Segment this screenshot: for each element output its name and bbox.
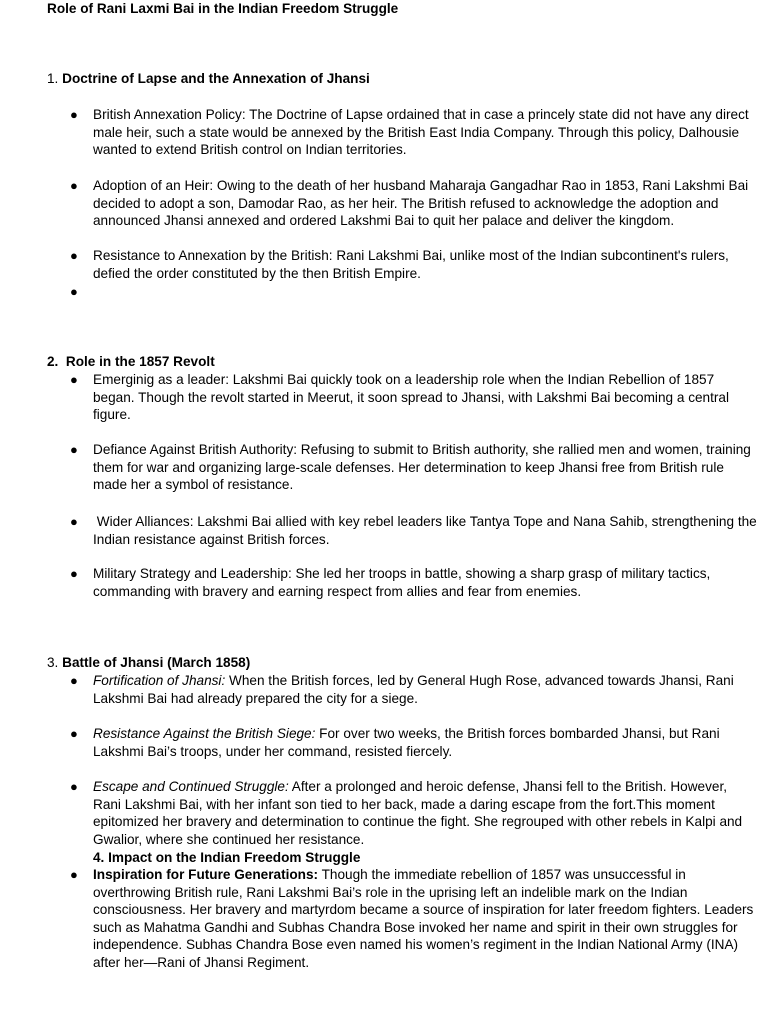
bullet-icon: ● bbox=[70, 779, 78, 794]
section-title: Doctrine of Lapse and the Annexation of Jhansi bbox=[62, 71, 370, 86]
section-number: 3. bbox=[47, 655, 59, 670]
bullet-icon: ● bbox=[70, 442, 78, 457]
list-item-text: Resistance to Annexation by the British: Rani Lakshmi Bai, unlike most of the Indian subcontinent's rulers, defied the order constituted by the then British Empire. bbox=[93, 248, 729, 281]
bullet-icon: ● bbox=[70, 178, 78, 193]
section-number: 1. bbox=[47, 71, 59, 86]
list-item-text: Adoption of an Heir: Owing to the death of her husband Maharaja Gangadhar Rao in 1853, Rani Lakshmi Bai decided to adopt a son, Damodar Rao, as her heir. The British refused to acknowledge the adoption and announced Jhansi annexed and ordered Lakshmi Bai to quit her palace and deliver the kingdom. bbox=[93, 178, 749, 229]
list-item-detail: After a prolonged and heroic defense, Jhansi fell to the British. However, Rani Lakshmi Bai, with her infant son tied to her back, made a daring escape from the fort.This moment epitomized her bravery and determination to continue the fight. She regrouped with other rebels in Kalpi and Gwalior, where she continued her resistance. bbox=[93, 779, 743, 847]
bullet-icon: ● bbox=[70, 284, 78, 299]
bullet-icon: ● bbox=[70, 673, 78, 688]
bullet-icon: ● bbox=[70, 107, 78, 122]
bullet-icon: ● bbox=[70, 514, 78, 529]
list-item-text bbox=[93, 778, 758, 848]
section-title: Impact on the Indian Freedom Struggle bbox=[108, 850, 361, 865]
bullet-icon: ● bbox=[70, 726, 78, 741]
bullet-icon: ● bbox=[70, 867, 78, 882]
list-item-lead: Resistance Against the British Siege: bbox=[93, 726, 316, 741]
list-item-text bbox=[93, 866, 758, 972]
section-title: Role in the 1857 Revolt bbox=[65, 354, 215, 369]
section-title: Battle of Jhansi (March 1858) bbox=[62, 655, 251, 670]
list-item-text bbox=[93, 672, 758, 707]
bullet-icon: ● bbox=[70, 248, 78, 263]
list-item-lead: Inspiration for Future Generations: bbox=[93, 867, 319, 882]
list-item-text: Military Strategy and Leadership: She led her troops in battle, showing a sharp grasp of military tactics, commanding with bravery and earning respect from allies and fear from enemies. bbox=[93, 566, 711, 599]
list-item-text: Emerginig as a leader: Lakshmi Bai quickly took on a leadership role when the Indian Rebellion of 1857 began. Though the revolt started in Meerut, it soon spread to Jhansi, with Lakshmi Bai becoming a central figure. bbox=[93, 372, 729, 423]
list-item-text: British Annexation Policy: The Doctrine of Lapse ordained that in case a princely state did not have any direct male heir, such a state would be annexed by the British East India Company. Through this policy, Dalhousie wanted to extend British control on Indian territories. bbox=[93, 107, 749, 158]
document-title: Role of Rani Laxmi Bai in the Indian Freedom Struggle bbox=[47, 1, 399, 16]
bullet-icon: ● bbox=[70, 372, 78, 387]
list-item-text: Wider Alliances: Lakshmi Bai allied with key rebel leaders like Tantya Tope and Nana Sahib, strengthening the Indian resistance against British forces. bbox=[93, 514, 761, 547]
list-item-detail: Though the immediate rebellion of 1857 was unsuccessful in overthrowing British rule, Rani Lakshmi Bai’s role in the uprising left an indelible mark on the Indian consciousness. Her bravery and martyrdom became a source of inspiration for later freedom fighters. Leaders such as Mahatma Gandhi and Subhas Chandra Bose invoked her name and spirit in their own struggles for independence. Subhas Chandra Bose even named his women’s regiment in the Indian National Army (INA) after her—Rani of Jhansi Regiment. bbox=[93, 867, 754, 970]
section-number: 2. bbox=[47, 354, 59, 369]
section-heading-4 bbox=[93, 849, 360, 867]
bullet-icon: ● bbox=[70, 566, 78, 581]
list-item-text: Defiance Against British Authority: Refusing to submit to British authority, she rallied men and women, training them for war and organizing large-scale defenses. Her determination to keep Jhansi free from British rule made her a symbol of resistance. bbox=[93, 442, 751, 493]
section-heading-2 bbox=[47, 353, 215, 371]
section-heading-1 bbox=[47, 70, 370, 88]
list-item-detail: When the British forces, led by General Hugh Rose, advanced towards Jhansi, Rani Lakshmi Bai had already prepared the city for a siege. bbox=[93, 673, 734, 706]
section-heading-3 bbox=[47, 654, 250, 672]
list-item-detail: For over two weeks, the British forces bombarded Jhansi, but Rani Lakshmi Bai’s troops, under her command, resisted fiercely. bbox=[93, 726, 720, 759]
list-item-text bbox=[93, 725, 758, 760]
section-number: 4. bbox=[93, 850, 105, 865]
list-item-lead: Fortification of Jhansi: bbox=[93, 673, 226, 688]
list-item-lead: Escape and Continued Struggle: bbox=[93, 779, 289, 794]
